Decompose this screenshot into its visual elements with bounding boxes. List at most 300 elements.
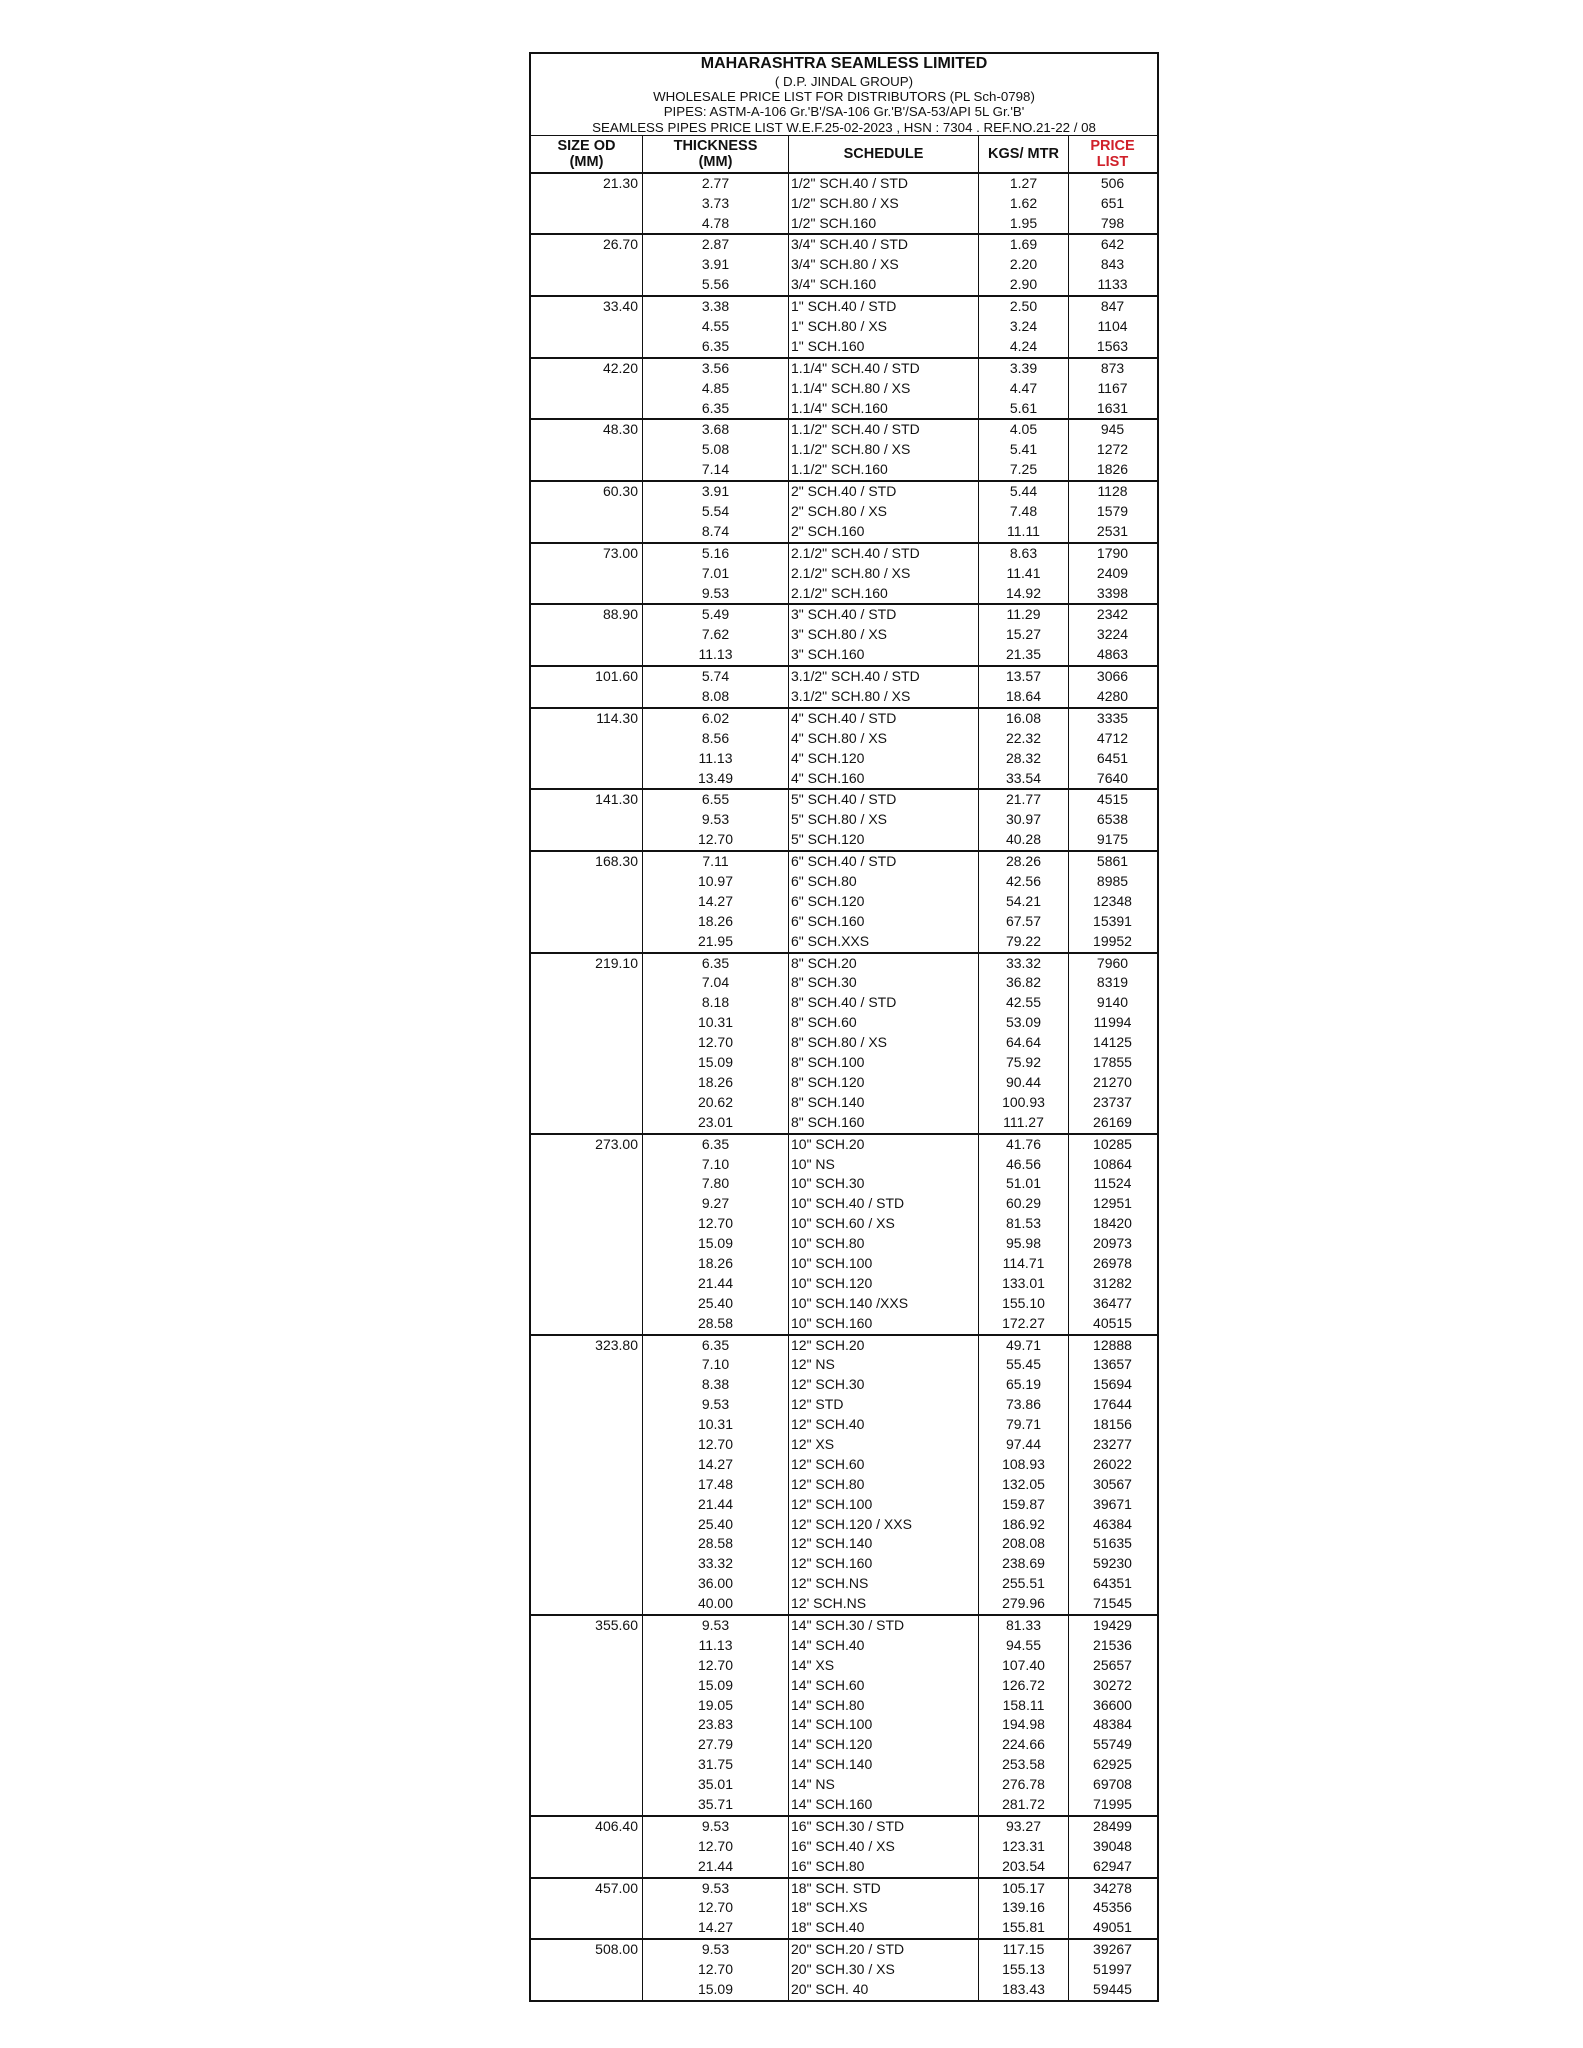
thickness-cell: 12.70 <box>643 1214 789 1234</box>
thickness-cell: 8.38 <box>643 1375 789 1395</box>
thickness-cell: 6.35 <box>643 954 789 974</box>
price-cell: 7640 <box>1096 769 1129 786</box>
size-group <box>531 1940 1157 2000</box>
price-cell: 506 <box>1100 174 1125 191</box>
thickness-cell: 8.74 <box>643 522 789 542</box>
schedule-cell: 20" SCH.20 / STD <box>789 1940 979 1960</box>
company-name: MAHARASHTRA SEAMLESS LIMITED <box>700 55 988 72</box>
schedule-cell: 1" SCH.160 <box>789 337 979 357</box>
thickness-cell: 4.85 <box>643 379 789 399</box>
size-od-cell: 219.10 <box>531 954 643 1133</box>
price-cell: 14125 <box>1093 1034 1132 1051</box>
table-row <box>643 297 1156 317</box>
schedule-cell: 3" SCH.160 <box>789 645 979 665</box>
schedule-cell: 4" SCH.80 / XS <box>789 729 979 749</box>
table-row <box>643 1554 1156 1574</box>
size-od-cell: 73.00 <box>531 544 643 604</box>
price-cell: 26169 <box>1093 1113 1132 1130</box>
schedule-cell: 10" SCH.20 <box>789 1135 979 1155</box>
size-group <box>531 420 1157 482</box>
price-cell: 3224 <box>1096 626 1129 643</box>
table-row <box>643 1676 1156 1696</box>
thickness-cell: 10.31 <box>643 1013 789 1033</box>
thickness-cell: 20.62 <box>643 1093 789 1113</box>
table-row <box>643 440 1156 460</box>
price-cell: 39671 <box>1093 1495 1132 1512</box>
kgs-per-mtr-cell: 1.69 <box>979 235 1069 255</box>
thickness-cell: 8.18 <box>643 993 789 1013</box>
price-cell: 843 <box>1100 256 1125 273</box>
schedule-cell: 14" SCH.120 <box>789 1735 979 1755</box>
schedule-cell: 2" SCH.160 <box>789 522 979 542</box>
table-row <box>643 769 1156 789</box>
thickness-cell: 35.01 <box>643 1775 789 1795</box>
price-cell: 4515 <box>1096 791 1129 808</box>
size-group <box>531 1336 1157 1616</box>
schedule-cell: 4" SCH.120 <box>789 749 979 769</box>
price-cell: 64351 <box>1093 1575 1132 1592</box>
kgs-per-mtr-cell: 94.55 <box>979 1636 1069 1656</box>
thickness-cell: 33.32 <box>643 1554 789 1574</box>
table-row <box>643 932 1156 952</box>
kgs-per-mtr-cell: 28.32 <box>979 749 1069 769</box>
schedule-cell: 14" XS <box>789 1656 979 1676</box>
kgs-per-mtr-cell: 117.15 <box>979 1940 1069 1960</box>
schedule-cell: 12" SCH.NS <box>789 1574 979 1594</box>
kgs-per-mtr-cell: 42.55 <box>979 993 1069 1013</box>
thickness-cell: 7.62 <box>643 625 789 645</box>
price-cell: 7960 <box>1096 954 1129 971</box>
price-cell: 62925 <box>1093 1756 1132 1773</box>
table-row <box>643 1940 1156 1960</box>
kgs-per-mtr-cell: 97.44 <box>979 1435 1069 1455</box>
thickness-cell: 5.74 <box>643 667 789 687</box>
size-group <box>531 359 1157 421</box>
kgs-per-mtr-cell: 159.87 <box>979 1495 1069 1515</box>
price-cell: 1272 <box>1096 441 1129 458</box>
kgs-per-mtr-cell: 5.61 <box>979 399 1069 419</box>
size-group <box>531 1879 1157 1941</box>
table-row <box>643 892 1156 912</box>
schedule-cell: 10" SCH.140 /XXS <box>789 1294 979 1314</box>
table-row <box>643 1435 1156 1455</box>
schedule-cell: 16" SCH.80 <box>789 1857 979 1877</box>
table-row <box>643 1574 1156 1594</box>
thickness-cell: 18.26 <box>643 1073 789 1093</box>
kgs-per-mtr-cell: 46.56 <box>979 1155 1069 1175</box>
size-group <box>531 1817 1157 1879</box>
price-cell: 26978 <box>1093 1254 1132 1271</box>
size-group-rows <box>643 420 1156 480</box>
table-row <box>643 174 1156 194</box>
table-row <box>643 1980 1156 2000</box>
size-group <box>531 790 1157 852</box>
price-cell: 13657 <box>1093 1356 1132 1373</box>
schedule-cell: 10" SCH.60 / XS <box>789 1214 979 1234</box>
price-cell: 9175 <box>1096 831 1129 848</box>
kgs-per-mtr-cell: 100.93 <box>979 1093 1069 1113</box>
kgs-per-mtr-cell: 33.32 <box>979 954 1069 974</box>
thickness-cell: 9.27 <box>643 1194 789 1214</box>
size-group-rows <box>643 1135 1156 1334</box>
kgs-per-mtr-cell: 41.76 <box>979 1135 1069 1155</box>
kgs-per-mtr-cell: 281.72 <box>979 1795 1069 1815</box>
kgs-per-mtr-cell: 11.41 <box>979 564 1069 584</box>
kgs-per-mtr-cell: 53.09 <box>979 1013 1069 1033</box>
table-row <box>643 1775 1156 1795</box>
kgs-per-mtr-cell: 133.01 <box>979 1274 1069 1294</box>
kgs-per-mtr-cell: 203.54 <box>979 1857 1069 1877</box>
table-row <box>643 460 1156 480</box>
size-group-rows <box>643 359 1156 419</box>
table-row <box>643 502 1156 522</box>
thickness-cell: 6.35 <box>643 1135 789 1155</box>
size-od-cell: 168.30 <box>531 852 643 951</box>
thickness-cell: 12.70 <box>643 830 789 850</box>
price-cell: 46384 <box>1093 1515 1132 1532</box>
size-group-rows <box>643 482 1156 542</box>
thickness-cell: 3.73 <box>643 194 789 214</box>
schedule-cell: 8" SCH.40 / STD <box>789 993 979 1013</box>
table-row <box>643 872 1156 892</box>
kgs-per-mtr-cell: 194.98 <box>979 1715 1069 1735</box>
table-row <box>643 420 1156 440</box>
price-cell: 31282 <box>1093 1274 1132 1291</box>
size-group <box>531 1616 1157 1817</box>
thickness-cell: 7.01 <box>643 564 789 584</box>
kgs-per-mtr-cell: 14.92 <box>979 584 1069 604</box>
price-cell: 1826 <box>1096 461 1129 478</box>
thickness-cell: 15.09 <box>643 1234 789 1254</box>
thickness-cell: 5.56 <box>643 275 789 295</box>
price-cell: 19429 <box>1093 1616 1132 1633</box>
schedule-cell: 12" SCH.30 <box>789 1375 979 1395</box>
thickness-cell: 9.53 <box>643 1395 789 1415</box>
price-cell: 12951 <box>1093 1195 1132 1212</box>
table-row <box>643 749 1156 769</box>
schedule-cell: 10" NS <box>789 1155 979 1175</box>
price-cell: 2409 <box>1096 564 1129 581</box>
size-od-cell: 26.70 <box>531 235 643 295</box>
table-row <box>643 1715 1156 1735</box>
size-group-rows <box>643 1336 1156 1614</box>
kgs-per-mtr-cell: 4.47 <box>979 379 1069 399</box>
kgs-per-mtr-cell: 255.51 <box>979 1574 1069 1594</box>
size-group-rows <box>643 544 1156 604</box>
schedule-cell: 20" SCH.30 / XS <box>789 1960 979 1980</box>
table-row <box>643 1594 1156 1614</box>
thickness-cell: 27.79 <box>643 1735 789 1755</box>
table-row <box>643 1817 1156 1837</box>
schedule-cell: 1.1/2" SCH.80 / XS <box>789 440 979 460</box>
kgs-per-mtr-cell: 2.20 <box>979 255 1069 275</box>
price-cell: 62947 <box>1093 1857 1132 1874</box>
thickness-cell: 9.53 <box>643 1817 789 1837</box>
schedule-cell: 6" SCH.120 <box>789 892 979 912</box>
table-row <box>643 667 1156 687</box>
thickness-cell: 14.27 <box>643 1455 789 1475</box>
size-od-cell: 48.30 <box>531 420 643 480</box>
kgs-per-mtr-cell: 30.97 <box>979 810 1069 830</box>
thickness-cell: 12.70 <box>643 1898 789 1918</box>
kgs-per-mtr-cell: 155.13 <box>979 1960 1069 1980</box>
price-cell: 71545 <box>1093 1595 1132 1612</box>
price-cell: 17855 <box>1093 1054 1132 1071</box>
size-od-cell: 406.40 <box>531 1817 643 1877</box>
size-od-cell: 21.30 <box>531 174 643 234</box>
schedule-cell: 1.1/2" SCH.40 / STD <box>789 420 979 440</box>
size-group-rows <box>643 709 1156 789</box>
effective-date-reference: SEAMLESS PIPES PRICE LIST W.E.F.25-02-2023 , HSN : 7304 . REF.NO.21-22 / 08 <box>592 119 1096 135</box>
table-row <box>643 687 1156 707</box>
price-cell: 18156 <box>1093 1416 1132 1433</box>
price-cell: 1563 <box>1096 337 1129 354</box>
table-row <box>643 1013 1156 1033</box>
thickness-cell: 9.53 <box>643 1940 789 1960</box>
kgs-per-mtr-cell: 33.54 <box>979 769 1069 789</box>
kgs-per-mtr-cell: 1.95 <box>979 214 1069 234</box>
price-cell: 19952 <box>1093 932 1132 949</box>
thickness-cell: 28.58 <box>643 1314 789 1334</box>
schedule-cell: 10" SCH.100 <box>789 1254 979 1274</box>
price-cell: 59445 <box>1093 1981 1132 1998</box>
price-cell: 3335 <box>1096 709 1129 726</box>
thickness-cell: 5.54 <box>643 502 789 522</box>
kgs-per-mtr-cell: 81.53 <box>979 1214 1069 1234</box>
price-cell: 30567 <box>1093 1475 1132 1492</box>
kgs-per-mtr-cell: 22.32 <box>979 729 1069 749</box>
schedule-cell: 2.1/2" SCH.40 / STD <box>789 544 979 564</box>
table-row <box>643 973 1156 993</box>
table-row <box>643 709 1156 729</box>
price-cell: 5861 <box>1096 853 1129 870</box>
kgs-per-mtr-cell: 208.08 <box>979 1534 1069 1554</box>
schedule-cell: 12" XS <box>789 1435 979 1455</box>
price-cell: 1790 <box>1096 544 1129 561</box>
price-cell: 6451 <box>1096 749 1129 766</box>
table-row <box>643 1336 1156 1356</box>
schedule-cell: 6" SCH.XXS <box>789 932 979 952</box>
kgs-per-mtr-cell: 54.21 <box>979 892 1069 912</box>
price-cell: 71995 <box>1093 1796 1132 1812</box>
thickness-cell: 17.48 <box>643 1475 789 1495</box>
table-row <box>643 1656 1156 1676</box>
kgs-per-mtr-cell: 107.40 <box>979 1656 1069 1676</box>
thickness-cell: 7.10 <box>643 1355 789 1375</box>
thickness-cell: 25.40 <box>643 1515 789 1535</box>
kgs-per-mtr-cell: 132.05 <box>979 1475 1069 1495</box>
table-row <box>643 1093 1156 1113</box>
size-group-rows <box>643 235 1156 295</box>
kgs-per-mtr-cell: 28.26 <box>979 852 1069 872</box>
size-od-cell: 114.30 <box>531 709 643 789</box>
kgs-per-mtr-cell: 158.11 <box>979 1696 1069 1716</box>
price-cell: 23277 <box>1093 1435 1132 1452</box>
thickness-cell: 4.55 <box>643 317 789 337</box>
thickness-cell: 23.01 <box>643 1113 789 1133</box>
thickness-cell: 6.02 <box>643 709 789 729</box>
kgs-per-mtr-cell: 2.90 <box>979 275 1069 295</box>
table-row <box>643 1135 1156 1155</box>
header-kgs-per-mtr: KGS/ MTR <box>979 136 1069 172</box>
schedule-cell: 12" SCH.160 <box>789 1554 979 1574</box>
table-row <box>643 1879 1156 1899</box>
price-cell: 51635 <box>1093 1535 1132 1552</box>
size-od-cell: 508.00 <box>531 1940 643 2000</box>
schedule-cell: 18" SCH.XS <box>789 1898 979 1918</box>
size-od-cell: 42.20 <box>531 359 643 419</box>
size-group <box>531 235 1157 297</box>
table-row <box>643 1415 1156 1435</box>
thickness-cell: 6.35 <box>643 337 789 357</box>
header-thickness-line2: (MM) <box>698 153 733 170</box>
table-row <box>643 1495 1156 1515</box>
price-cell: 15391 <box>1093 912 1132 929</box>
schedule-cell: 5" SCH.120 <box>789 830 979 850</box>
header-price-list <box>1069 136 1156 172</box>
schedule-cell: 5" SCH.40 / STD <box>789 790 979 810</box>
table-row <box>643 522 1156 542</box>
price-cell: 23737 <box>1093 1093 1132 1110</box>
kgs-per-mtr-cell: 123.31 <box>979 1837 1069 1857</box>
price-cell: 55749 <box>1093 1736 1132 1753</box>
header-schedule: SCHEDULE <box>789 136 979 172</box>
kgs-per-mtr-cell: 90.44 <box>979 1073 1069 1093</box>
schedule-cell: 10" SCH.30 <box>789 1174 979 1194</box>
price-table-body <box>531 174 1157 2000</box>
price-cell: 36477 <box>1093 1294 1132 1311</box>
thickness-cell: 9.53 <box>643 1879 789 1899</box>
thickness-cell: 5.16 <box>643 544 789 564</box>
kgs-per-mtr-cell: 40.28 <box>979 830 1069 850</box>
price-cell: 651 <box>1100 194 1125 211</box>
schedule-cell: 8" SCH.120 <box>789 1073 979 1093</box>
price-cell: 4280 <box>1096 688 1129 705</box>
schedule-cell: 8" SCH.160 <box>789 1113 979 1133</box>
thickness-cell: 15.09 <box>643 1980 789 2000</box>
price-cell: 40515 <box>1093 1314 1132 1331</box>
kgs-per-mtr-cell: 279.96 <box>979 1594 1069 1614</box>
table-row <box>643 317 1156 337</box>
size-group <box>531 544 1157 606</box>
kgs-per-mtr-cell: 108.93 <box>979 1455 1069 1475</box>
header-price-line1: PRICE <box>1090 137 1135 154</box>
schedule-cell: 12" SCH.140 <box>789 1534 979 1554</box>
table-row <box>643 1294 1156 1314</box>
size-od-cell: 101.60 <box>531 667 643 707</box>
thickness-cell: 18.26 <box>643 912 789 932</box>
schedule-cell: 8" SCH.140 <box>789 1093 979 1113</box>
price-cell: 10285 <box>1093 1135 1132 1152</box>
schedule-cell: 4" SCH.160 <box>789 769 979 789</box>
thickness-cell: 6.35 <box>643 1336 789 1356</box>
thickness-cell: 6.55 <box>643 790 789 810</box>
thickness-cell: 21.44 <box>643 1857 789 1877</box>
schedule-cell: 14" SCH.60 <box>789 1676 979 1696</box>
price-cell: 28499 <box>1093 1817 1132 1834</box>
schedule-cell: 14" NS <box>789 1775 979 1795</box>
table-row <box>643 1455 1156 1475</box>
thickness-cell: 21.95 <box>643 932 789 952</box>
thickness-cell: 23.83 <box>643 1715 789 1735</box>
price-cell: 1104 <box>1097 317 1128 334</box>
size-group-rows <box>643 174 1156 234</box>
header-size-od <box>531 136 643 172</box>
header-size-od-line2: (MM) <box>569 153 604 170</box>
kgs-per-mtr-cell: 111.27 <box>979 1113 1069 1133</box>
thickness-cell: 7.04 <box>643 973 789 993</box>
thickness-cell: 12.70 <box>643 1435 789 1455</box>
size-group-rows <box>643 1817 1156 1877</box>
schedule-cell: 1/2" SCH.40 / STD <box>789 174 979 194</box>
table-row <box>643 1053 1156 1073</box>
schedule-cell: 1" SCH.80 / XS <box>789 317 979 337</box>
schedule-cell: 14" SCH.30 / STD <box>789 1616 979 1636</box>
thickness-cell: 31.75 <box>643 1755 789 1775</box>
thickness-cell: 36.00 <box>643 1574 789 1594</box>
size-group <box>531 667 1157 709</box>
kgs-per-mtr-cell: 1.27 <box>979 174 1069 194</box>
price-cell: 1631 <box>1096 399 1129 416</box>
price-cell: 30272 <box>1093 1676 1132 1693</box>
schedule-cell: 14" SCH.80 <box>789 1696 979 1716</box>
price-cell: 49051 <box>1093 1919 1132 1936</box>
thickness-cell: 10.31 <box>643 1415 789 1435</box>
schedule-cell: 6" SCH.160 <box>789 912 979 932</box>
price-cell: 59230 <box>1093 1555 1132 1572</box>
thickness-cell: 6.35 <box>643 399 789 419</box>
price-cell: 873 <box>1100 359 1125 376</box>
size-group <box>531 1135 1157 1336</box>
price-cell: 6538 <box>1096 811 1129 828</box>
table-row <box>643 1515 1156 1535</box>
price-cell: 18420 <box>1093 1215 1132 1232</box>
table-row <box>643 1960 1156 1980</box>
size-group-rows <box>643 790 1156 850</box>
size-group <box>531 174 1157 236</box>
price-cell: 25657 <box>1093 1656 1132 1673</box>
price-cell: 21270 <box>1093 1073 1132 1090</box>
schedule-cell: 3" SCH.80 / XS <box>789 625 979 645</box>
thickness-cell: 2.77 <box>643 174 789 194</box>
table-row <box>643 912 1156 932</box>
thickness-cell: 9.53 <box>643 1616 789 1636</box>
size-od-cell: 88.90 <box>531 605 643 665</box>
thickness-cell: 21.44 <box>643 1495 789 1515</box>
schedule-cell: 3.1/2" SCH.80 / XS <box>789 687 979 707</box>
price-cell: 1133 <box>1097 276 1128 293</box>
thickness-cell: 11.13 <box>643 1636 789 1656</box>
schedule-cell: 8" SCH.30 <box>789 973 979 993</box>
thickness-cell: 7.11 <box>643 852 789 872</box>
price-cell: 642 <box>1100 236 1125 253</box>
schedule-cell: 12" STD <box>789 1395 979 1415</box>
kgs-per-mtr-cell: 186.92 <box>979 1515 1069 1535</box>
price-cell: 12348 <box>1093 892 1132 909</box>
thickness-cell: 13.49 <box>643 769 789 789</box>
kgs-per-mtr-cell: 79.71 <box>979 1415 1069 1435</box>
table-row <box>643 1194 1156 1214</box>
thickness-cell: 35.71 <box>643 1795 789 1815</box>
table-row <box>643 1534 1156 1554</box>
kgs-per-mtr-cell: 15.27 <box>979 625 1069 645</box>
schedule-cell: 1.1/4" SCH.40 / STD <box>789 359 979 379</box>
thickness-cell: 8.56 <box>643 729 789 749</box>
price-cell: 8985 <box>1096 873 1129 890</box>
table-row <box>643 1735 1156 1755</box>
schedule-cell: 4" SCH.40 / STD <box>789 709 979 729</box>
schedule-cell: 16" SCH.40 / XS <box>789 1837 979 1857</box>
